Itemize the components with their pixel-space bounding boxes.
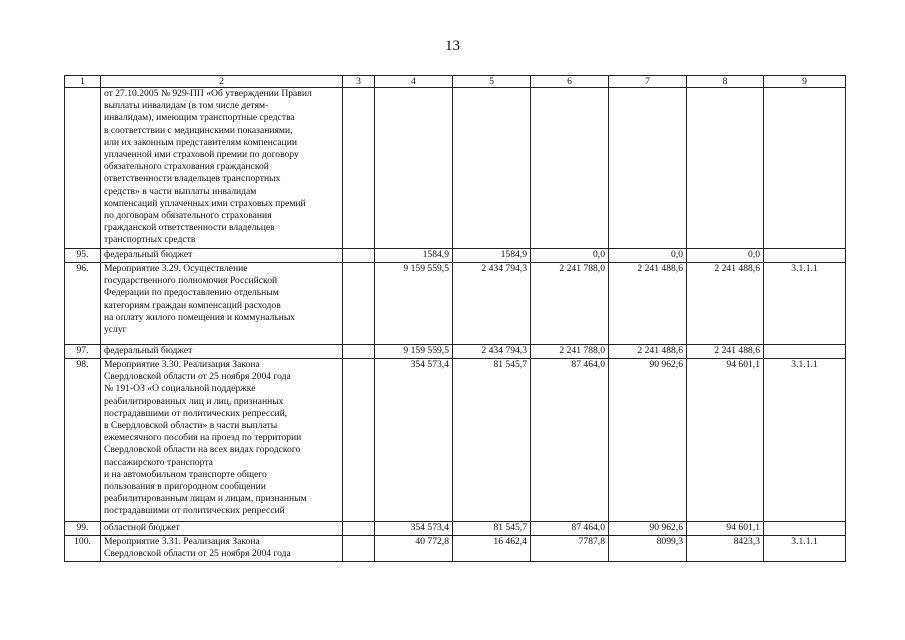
value-cell-c4: 354 573,4 [375, 359, 453, 522]
page-number: 13 [445, 38, 460, 54]
value-cell-c5: 2 434 794,3 [453, 345, 531, 359]
description-line: Свердловской области от 25 ноября 2004 года [104, 548, 291, 560]
value-cell-c4: 354 573,4 [375, 522, 453, 536]
description-line: реабилитированным лицам и лицам, признанным [104, 493, 307, 505]
value-cell-c8: 0,0 [687, 249, 764, 263]
description-line: на оплату жилого помещения и коммунальных [104, 311, 296, 323]
row-description [101, 345, 343, 359]
value-cell-c6: 2 241 788,0 [531, 345, 609, 359]
header-cell: 5 [453, 76, 531, 88]
value-cell-c5 [453, 88, 531, 249]
row-number: 95. [65, 249, 101, 263]
description-line: ответственности владельцев транспортных [104, 173, 281, 185]
description-line: инвалидам), имеющим транспортные средства [104, 112, 295, 124]
value-cell-c3 [343, 536, 375, 562]
table-row [65, 359, 846, 522]
target-code-cell [764, 522, 846, 536]
value-cell-c7: 90 962,6 [609, 522, 687, 536]
header-cell: 2 [101, 76, 343, 88]
table-row [65, 263, 846, 345]
description-line: Федерации по предоставлению отдельным [104, 287, 279, 299]
value-cell-c7: 2 241 488,6 [609, 263, 687, 345]
description-line: федеральный бюджет [104, 345, 193, 356]
header-cell: 3 [343, 76, 375, 88]
description-line: от 27.10.2005 № 929-ПП «Об утверждении Правил [104, 88, 312, 99]
row-description [101, 536, 343, 562]
description-line: в соответствии с медицинскими показаниями, [104, 124, 293, 136]
description-line: выплаты инвалидам (в том числе детям- [104, 100, 269, 112]
value-cell-c6 [531, 88, 609, 249]
value-cell-c7: 0,0 [609, 249, 687, 263]
description-line: обязательного страхования гражданской [104, 161, 269, 173]
value-cell-c4: 9 159 559,5 [375, 263, 453, 345]
description-line: пострадавшими от политических репрессий, [104, 407, 288, 419]
target-code-cell [764, 345, 846, 359]
value-cell-c6: 7787,8 [531, 536, 609, 562]
description-line: или их законным представителям компенсации [104, 136, 297, 148]
description-line: услуг [104, 324, 127, 336]
description-line: № 191-ОЗ «О социальной поддержке [104, 383, 256, 395]
header-cell: 1 [65, 76, 101, 88]
table-row [65, 345, 846, 359]
target-code-cell: 3.1.1.1 [764, 536, 846, 562]
description-line: пострадавшими от политических репрессий [104, 505, 285, 517]
value-cell-c8: 2 241 488,6 [687, 263, 764, 345]
description-line: компенсаций уплаченных ими страховых премий [104, 197, 306, 209]
row-number: 97. [65, 345, 101, 359]
value-cell-c3 [343, 359, 375, 522]
table-row [65, 88, 846, 249]
description-line: государственного полномочия Российской [104, 275, 278, 287]
description-line: федеральный бюджет [104, 249, 193, 260]
header-cell: 4 [375, 76, 453, 88]
value-cell-c3 [343, 522, 375, 536]
row-number: 98. [65, 359, 101, 522]
value-cell-c3 [343, 345, 375, 359]
target-code-cell [764, 249, 846, 263]
header-row [65, 76, 846, 88]
description-line: транспортных средств [104, 234, 196, 246]
row-description [101, 522, 343, 536]
description-line: средств» в части выплаты инвалидам [104, 185, 257, 197]
header-cell: 8 [687, 76, 764, 88]
target-code-cell: 3.1.1.1 [764, 359, 846, 522]
description-line: уплаченной ими страховой премии по договору [104, 149, 299, 161]
description-line: категориям граждан компенсаций расходов [104, 299, 281, 311]
value-cell-c5: 81 545,7 [453, 522, 531, 536]
description-line: Мероприятие 3.31. Реализация Закона [104, 536, 260, 547]
row-description [101, 359, 343, 522]
description-line: Свердловской области на всех видах городского [104, 444, 301, 456]
row-description [101, 263, 343, 345]
value-cell-c4: 9 159 559,5 [375, 345, 453, 359]
header-cell: 7 [609, 76, 687, 88]
description-line: областной бюджет [104, 522, 180, 533]
value-cell-c8: 8423,3 [687, 536, 764, 562]
description-line: пассажирского транспорта [104, 456, 213, 468]
description-line: в Свердловской области» в части выплаты [104, 420, 278, 432]
value-cell-c8: 94 601,1 [687, 359, 764, 522]
description-line: реабилитированных лиц и лиц, признанных [104, 395, 284, 407]
target-code-cell [764, 88, 846, 249]
description-line: и на автомобильном транспорте общего [104, 468, 267, 480]
value-cell-c7: 2 241 488,6 [609, 345, 687, 359]
value-cell-c6: 87 464,0 [531, 359, 609, 522]
value-cell-c6: 87 464,0 [531, 522, 609, 536]
value-cell-c5: 1584,9 [453, 249, 531, 263]
value-cell-c4: 40 772,8 [375, 536, 453, 562]
value-cell-c3 [343, 263, 375, 345]
table-row [65, 536, 846, 562]
description-line: ежемесячного пособия на проезд по территории [104, 432, 302, 444]
value-cell-c5: 2 434 794,3 [453, 263, 531, 345]
target-code-cell: 3.1.1.1 [764, 263, 846, 345]
value-cell-c4 [375, 88, 453, 249]
table-row [65, 522, 846, 536]
description-line: по договорам обязательного страхования [104, 210, 272, 222]
value-cell-c3 [343, 88, 375, 249]
description-line: гражданской ответственности владельцев [104, 222, 275, 234]
value-cell-c7: 90 962,6 [609, 359, 687, 522]
row-number: 99. [65, 522, 101, 536]
header-cell: 9 [764, 76, 846, 88]
value-cell-c6: 0,0 [531, 249, 609, 263]
value-cell-c6: 2 241 788,0 [531, 263, 609, 345]
table-row [65, 249, 846, 263]
value-cell-c5: 81 545,7 [453, 359, 531, 522]
value-cell-c3 [343, 249, 375, 263]
value-cell-c7 [609, 88, 687, 249]
value-cell-c8: 94 601,1 [687, 522, 764, 536]
row-description [101, 249, 343, 263]
value-cell-c7: 8099,3 [609, 536, 687, 562]
row-description [101, 88, 343, 249]
row-number: 100. [65, 536, 101, 562]
value-cell-c5: 16 462,4 [453, 536, 531, 562]
header-cell: 6 [531, 76, 609, 88]
budget-table [64, 75, 846, 562]
value-cell-c8: 2 241 488,6 [687, 345, 764, 359]
description-line: Мероприятие 3.29. Осуществление [104, 263, 248, 274]
row-number: 96. [65, 263, 101, 345]
value-cell-c8 [687, 88, 764, 249]
description-line: Мероприятие 3.30. Реализация Закона [104, 359, 260, 370]
value-cell-c4: 1584,9 [375, 249, 453, 263]
description-line: пользования в пригородном сообщении [104, 481, 266, 493]
row-number [65, 88, 101, 249]
description-line: Свердловской области от 25 ноября 2004 года [104, 371, 291, 383]
